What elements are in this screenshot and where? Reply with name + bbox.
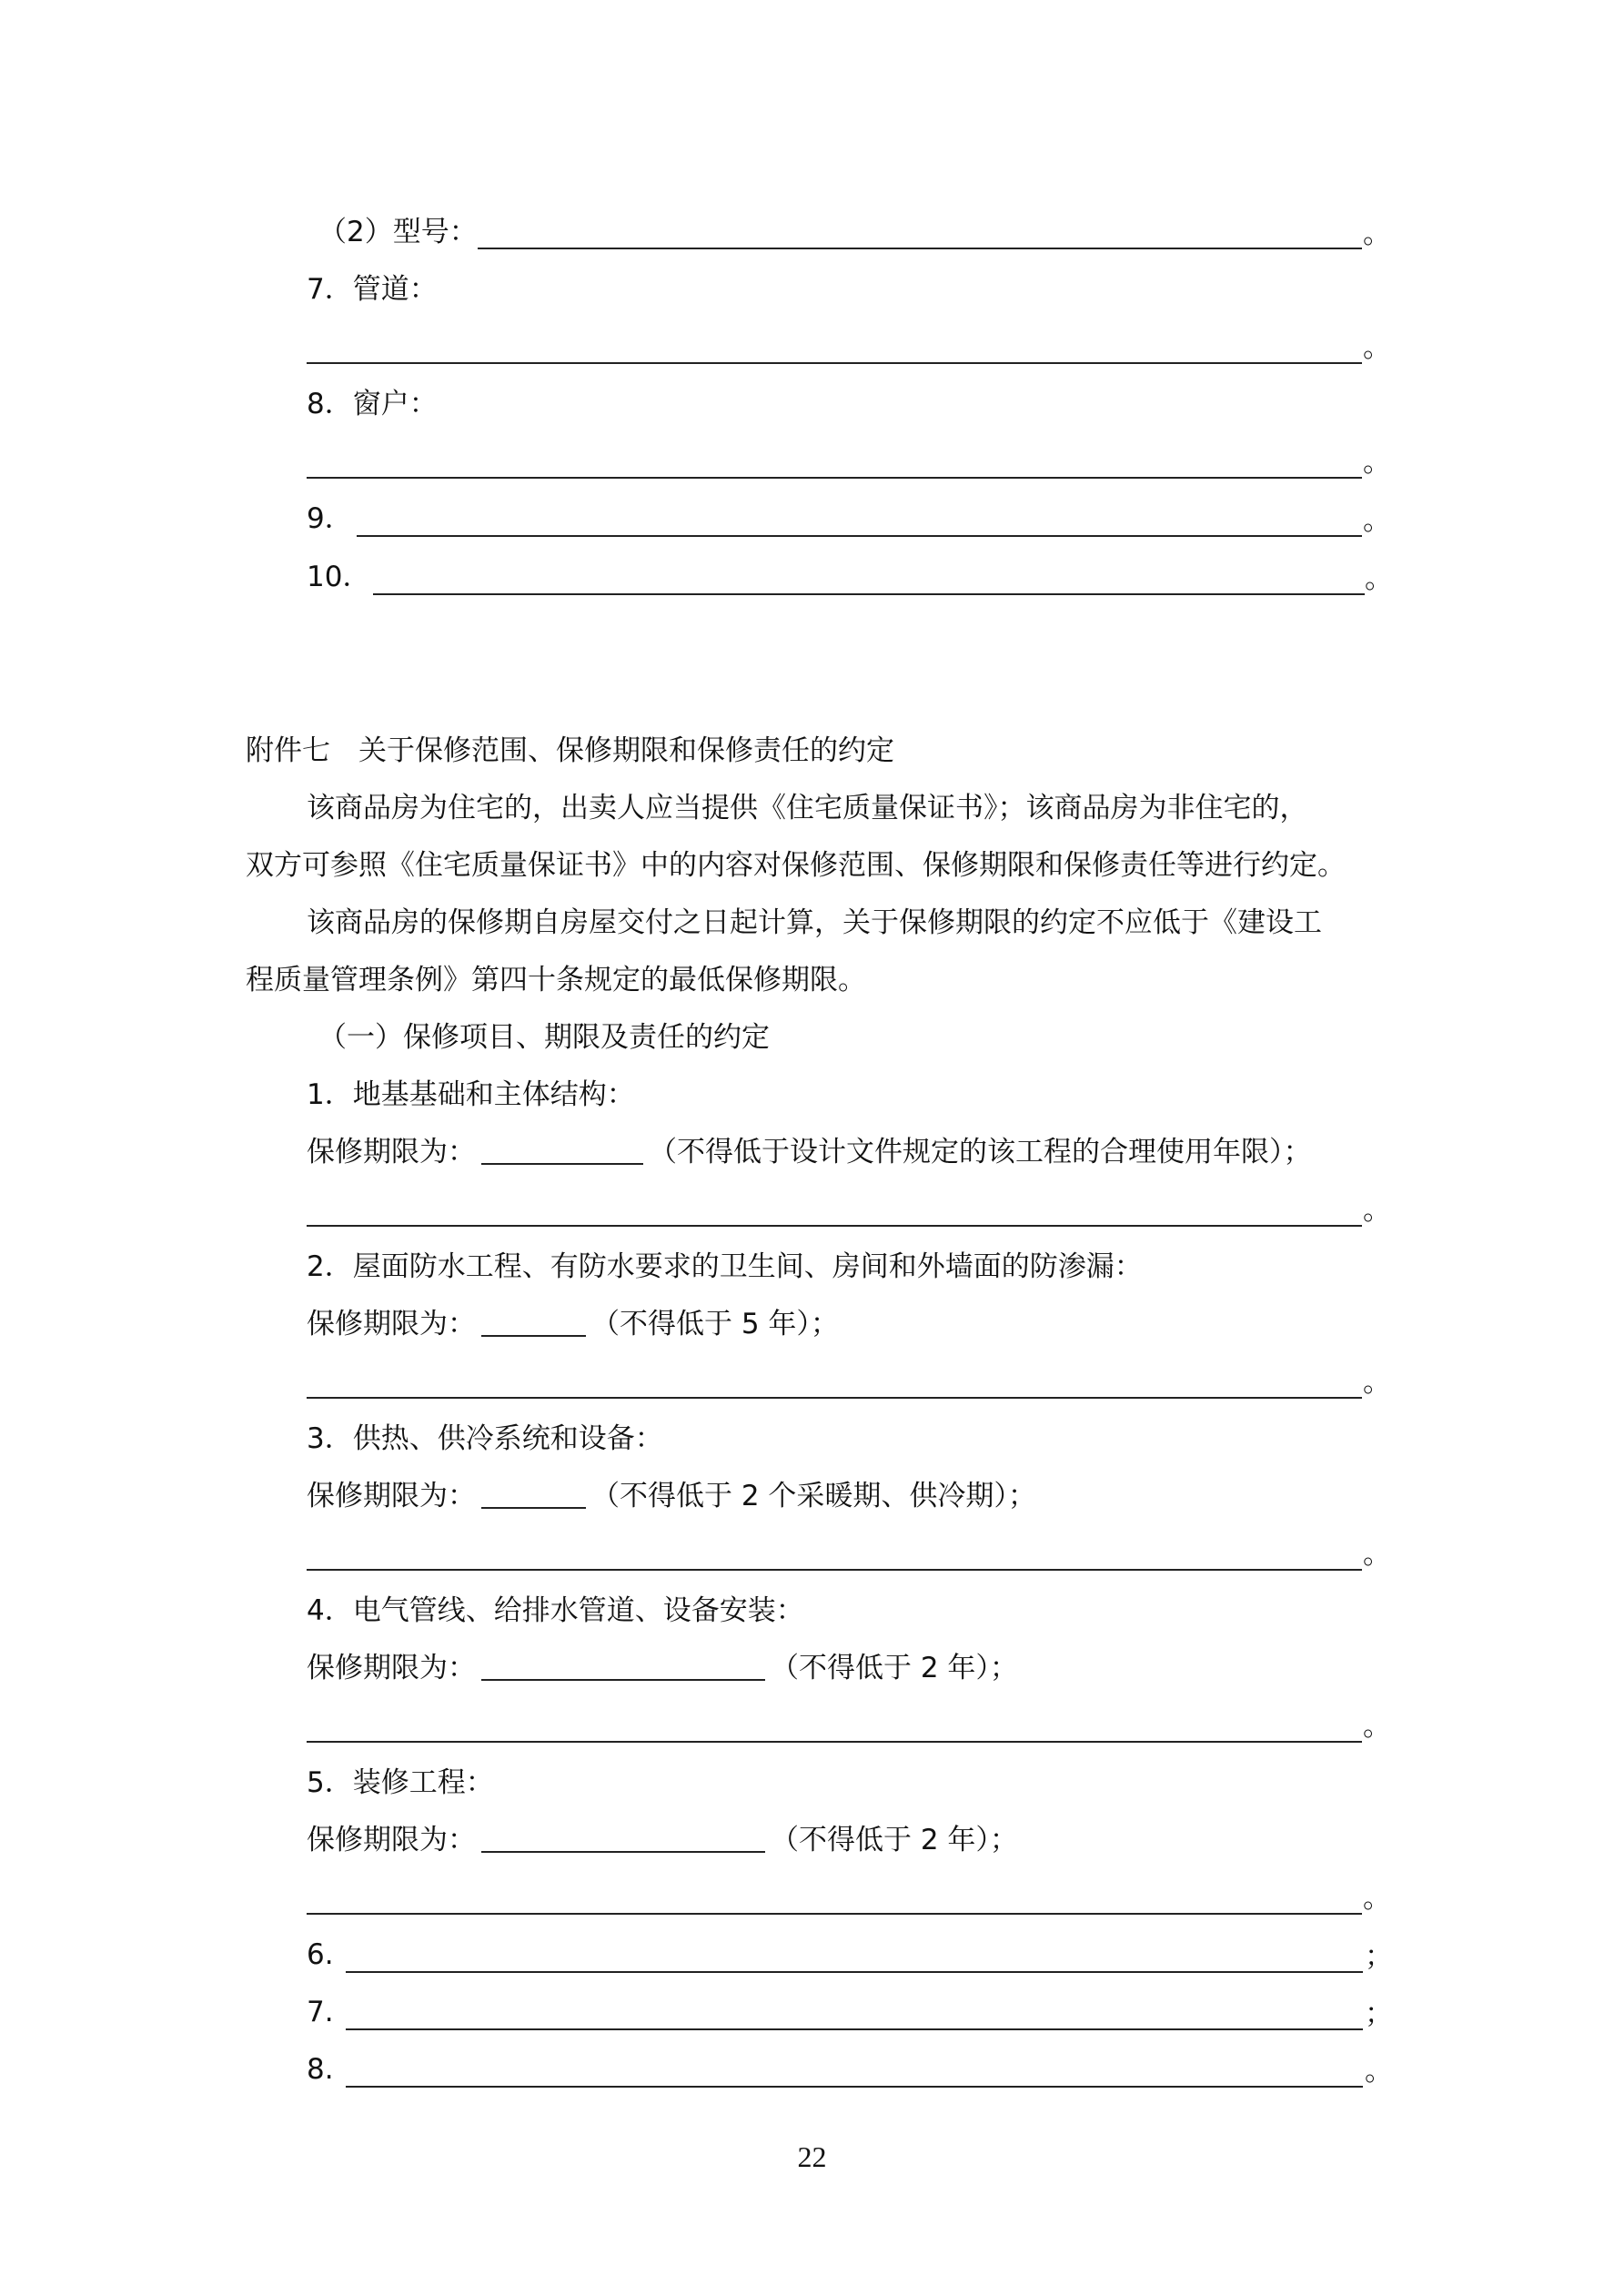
item6-blank[interactable] xyxy=(346,1971,1363,1973)
item10-end-punct: 。 xyxy=(1365,562,1393,595)
item3-title: 3．供热、供冷系统和设备： xyxy=(307,1422,663,1455)
item5-period-row xyxy=(307,1822,1018,1858)
item3-period-row xyxy=(307,1478,1036,1514)
item4-detail-blank[interactable] xyxy=(307,1741,1362,1743)
item5-period-blank[interactable] xyxy=(481,1824,765,1853)
item9-label: 9． xyxy=(307,502,353,535)
pipes-label: 7．管道： xyxy=(307,273,438,306)
model-field-row xyxy=(318,214,478,250)
period-label: 保修期限为： xyxy=(307,1480,476,1512)
item7-blank[interactable] xyxy=(346,2028,1363,2030)
pipes-blank[interactable] xyxy=(307,362,1362,364)
page-number: 22 xyxy=(797,2140,827,2173)
item2-end-punct: 。 xyxy=(1363,1366,1391,1399)
pipes-label-row xyxy=(307,271,438,308)
item9-blank[interactable] xyxy=(357,535,1362,537)
model-label: （2）型号： xyxy=(318,216,478,248)
item7-end-punct: ； xyxy=(1365,1998,1393,2030)
item8-end-punct: 。 xyxy=(1365,2055,1393,2088)
item1-detail-blank[interactable] xyxy=(307,1225,1362,1227)
item10-blank[interactable] xyxy=(373,593,1365,595)
item5-note: （不得低于 2 年）； xyxy=(771,1824,1018,1856)
item3-note: （不得低于 2 个采暖期、供冷期）； xyxy=(591,1480,1036,1512)
item10-label: 10． xyxy=(307,561,371,593)
item5-title: 5．装修工程： xyxy=(307,1766,494,1799)
item6-row xyxy=(307,1937,334,1973)
windows-label: 8．窗户： xyxy=(307,388,438,420)
model-blank[interactable] xyxy=(478,248,1362,249)
model-end-punct: 。 xyxy=(1363,217,1391,250)
item6-label: 6. xyxy=(307,1938,334,1971)
item1-note: （不得低于设计文件规定的该工程的合理使用年限）； xyxy=(649,1136,1312,1168)
item9-row xyxy=(307,501,353,537)
item2-period-blank[interactable] xyxy=(481,1308,586,1337)
windows-blank[interactable] xyxy=(307,477,1362,479)
item3-period-blank[interactable] xyxy=(481,1480,586,1509)
windows-end-punct: 。 xyxy=(1363,446,1391,479)
section-heading: （一）保修项目、期限及责任的约定 xyxy=(318,1021,770,1054)
item4-period-row xyxy=(307,1650,1018,1686)
item2-title: 2．屋面防水工程、有防水要求的卫生间、房间和外墙面的防渗漏： xyxy=(307,1250,1143,1283)
pipes-end-punct: 。 xyxy=(1363,331,1391,364)
item5-detail-blank[interactable] xyxy=(307,1913,1362,1915)
period-label: 保修期限为： xyxy=(307,1308,476,1340)
annex-para2-line1: 该商品房的保修期自房屋交付之日起计算，关于保修期限的约定不应低于《建设工 xyxy=(307,906,1322,939)
item8-row xyxy=(307,2051,334,2088)
windows-label-row xyxy=(307,386,438,422)
item10-row xyxy=(307,559,370,595)
item8-label: 8. xyxy=(307,2053,334,2086)
item1-period-blank[interactable] xyxy=(481,1136,643,1165)
period-label: 保修期限为： xyxy=(307,1652,476,1684)
item7-label: 7. xyxy=(307,1996,334,2028)
item1-title: 1．地基基础和主体结构： xyxy=(307,1078,635,1111)
item9-end-punct: 。 xyxy=(1363,504,1391,537)
annex-para2-line2: 程质量管理条例》第四十条规定的最低保修期限。 xyxy=(246,964,866,996)
annex-para1-line1: 该商品房为住宅的，出卖人应当提供《住宅质量保证书》；该商品房为非住宅的， xyxy=(307,792,1308,824)
item2-period-row xyxy=(307,1306,839,1342)
item1-period-row xyxy=(307,1134,1312,1170)
item4-note: （不得低于 2 年）； xyxy=(771,1652,1018,1684)
item3-detail-blank[interactable] xyxy=(307,1569,1362,1571)
item8-blank[interactable] xyxy=(346,2086,1363,2088)
item1-end-punct: 。 xyxy=(1363,1194,1391,1227)
item6-end-punct: ； xyxy=(1365,1940,1393,1973)
item2-detail-blank[interactable] xyxy=(307,1397,1362,1399)
annex-title: 附件七 关于保修范围、保修期限和保修责任的约定 xyxy=(246,734,894,767)
item5-end-punct: 。 xyxy=(1363,1882,1391,1915)
item4-title: 4．电气管线、给排水管道、设备安装： xyxy=(307,1594,804,1627)
period-label: 保修期限为： xyxy=(307,1136,476,1168)
item3-end-punct: 。 xyxy=(1363,1538,1391,1571)
item2-note: （不得低于 5 年）； xyxy=(591,1308,839,1340)
annex-para1-line2: 双方可参照《住宅质量保证书》中的内容对保修范围、保修期限和保修责任等进行约定。 xyxy=(246,849,1346,882)
item7-row xyxy=(307,1994,334,2030)
item4-period-blank[interactable] xyxy=(481,1652,765,1681)
period-label: 保修期限为： xyxy=(307,1824,476,1856)
item4-end-punct: 。 xyxy=(1363,1710,1391,1743)
